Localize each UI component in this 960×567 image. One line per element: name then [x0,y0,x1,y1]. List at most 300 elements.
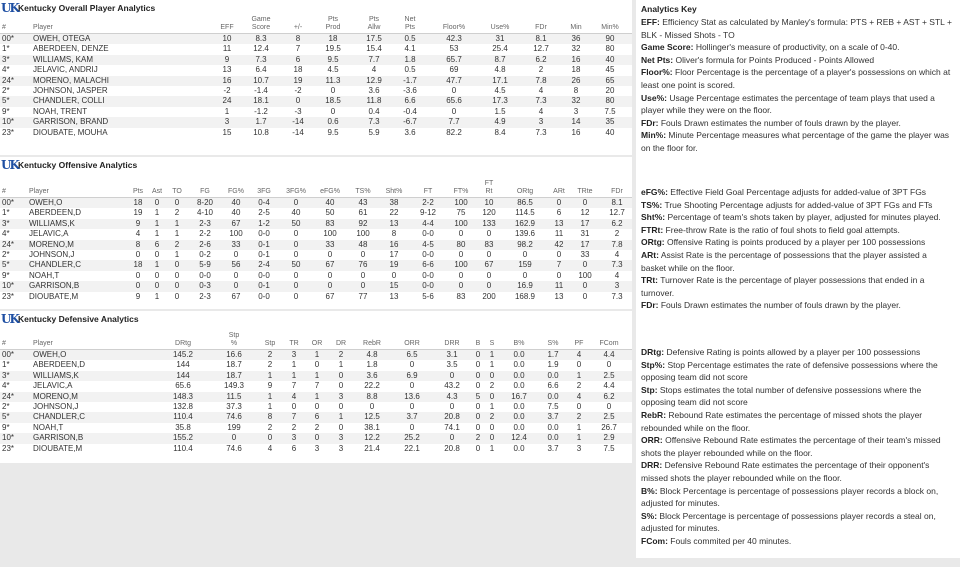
column-header[interactable]: PF [574,340,584,347]
table-cell: 7 [295,44,301,54]
table-cell: 4.3 [446,391,458,401]
table-cell: 65.7 [446,54,462,64]
table-cell: 0 [327,249,333,259]
table-cell: 2 [267,350,273,359]
table-row[interactable] [0,360,632,370]
table-cell: 40 [291,208,301,218]
key-term: EFF: [641,17,660,27]
player-name-cell: JOHNSON,J [29,249,75,259]
column-header[interactable]: B [475,340,481,347]
column-header[interactable]: Min% [601,24,619,31]
table-cell: 43.2 [444,381,460,391]
column-header[interactable]: 3FG% [286,188,306,195]
player-name-cell: JELAVIC,A [29,229,69,239]
player-name-cell: JELAVIC, ANDRIJ [33,65,98,75]
key-definition [641,485,953,510]
table-row[interactable] [0,76,632,86]
table-cell: 45 [605,65,615,75]
key-definition [641,299,953,312]
table-cell: 4.1 [404,44,416,54]
key-definition [641,459,953,484]
table-row[interactable] [0,381,632,391]
table-cell: 40 [605,54,615,64]
table-cell: 2 [314,422,320,432]
player-name-cell: GARRISON,B [29,281,80,291]
column-header[interactable]: Use% [490,24,510,31]
table-row[interactable] [0,44,632,54]
table-cell: 83 [325,218,335,228]
overall-analytics-panel [0,0,632,155]
column-header[interactable]: DRR [444,340,460,347]
table-cell: 23* [2,291,15,301]
table-row[interactable] [0,96,632,106]
table-cell: 10 [484,198,494,207]
key-overall-section [641,16,953,155]
table-cell: 4 [267,443,273,453]
player-name-cell: OWEH, OTEGA [33,34,91,43]
table-row[interactable] [0,250,632,260]
table-cell: 2* [2,401,10,411]
table-cell: 0-0 [258,291,270,301]
table-cell: 18 [133,260,143,270]
table-cell: 4 [614,249,620,259]
column-header[interactable]: DR [335,340,347,347]
key-term: Net Pts: [641,54,674,65]
column-header[interactable]: # [2,24,6,31]
column-header[interactable]: B% [513,340,525,347]
table-cell: 0 [174,198,180,207]
table-cell: 1.8 [404,54,416,64]
column-header[interactable]: DRtg [175,340,191,347]
column-header[interactable]: Stp % [228,332,240,347]
table-cell: 12.5 [364,412,380,422]
table-cell: 4 [614,270,620,280]
column-header[interactable]: Ast [151,188,163,195]
table-cell: 6.6 [404,96,416,106]
column-header[interactable]: Player [33,24,53,31]
table-cell: 00* [2,350,15,359]
table-cell: 0 [360,249,366,259]
table-cell: 92 [358,218,368,228]
table-cell: 18 [571,65,581,75]
table-cell: 2 [174,208,180,218]
table-cell: 1 [489,360,495,370]
table-row[interactable] [0,271,632,281]
table-cell: 3 [614,281,620,291]
table-cell: 100 [323,229,337,239]
table-cell: 0 [576,360,582,370]
column-header[interactable]: Min [570,24,582,31]
table-cell: 0 [154,281,160,291]
key-description: Turnover Rate is the percentage of player possessions that ended in a turnover. [641,275,925,298]
key-term: Floor%: [641,67,673,78]
table-cell: 16 [222,75,232,85]
key-definition [641,129,953,154]
table-row[interactable] [0,433,632,443]
table-cell: 7.3 [368,117,380,127]
table-cell: 5* [2,412,10,422]
table-cell: 33 [231,239,241,249]
key-definition [641,346,953,359]
table-cell: 5* [2,96,10,106]
table-cell: 17.5 [366,34,382,43]
table-cell: 19 [389,260,399,270]
table-cell: 2-2 [422,198,434,207]
defensive-table [0,327,632,454]
table-cell: 12.2 [364,433,380,443]
table-cell: 0.0 [513,443,525,453]
table-body [0,350,632,454]
table-cell: 149.3 [223,381,245,391]
table-row[interactable] [0,229,632,239]
column-header[interactable]: eFG% [320,188,340,195]
table-cell: 0 [475,422,481,432]
table-row[interactable] [0,371,632,381]
column-header[interactable]: +/- [293,24,303,31]
column-header[interactable]: ORtg [516,188,534,195]
key-description: Rebound Rate estimates the percentage of missed shots the player rebounded while on the floor. [641,409,923,433]
table-cell: 2 [489,412,495,422]
table-cell: 1 [154,260,160,270]
table-cell: 86.5 [517,198,533,207]
table-row[interactable] [0,412,632,422]
table-cell: 15.4 [366,44,382,54]
table-cell: 0 [233,281,239,291]
table-cell: 8 [267,412,273,422]
table-cell: 1 [224,106,230,116]
table-cell: 13 [222,65,232,75]
player-name-cell: DIOUBATE,M [33,443,83,453]
table-cell: 3 [224,117,230,127]
table-cell: 2-5 [258,208,270,218]
table-cell: 00* [2,34,15,43]
table-cell: 42.3 [446,34,462,43]
table-cell: 16.6 [226,350,242,359]
player-name-cell: MORENO,M [33,391,78,401]
table-cell: 9 [135,218,141,228]
table-cell: 1 [267,401,273,411]
table-cell: 1 [338,412,344,422]
table-cell: 33 [325,239,335,249]
table-row[interactable] [0,281,632,291]
table-row[interactable] [0,392,632,402]
table-cell: 6.9 [406,370,418,380]
column-header[interactable]: RebR [363,340,381,347]
table-cell: 0-4 [258,198,270,207]
player-name-cell: DIOUBATE,M [29,291,79,301]
table-cell: 0 [231,433,237,443]
table-cell: 1 [338,360,344,370]
table-cell: 16 [571,127,581,137]
table-cell: 0 [233,249,239,259]
table-cell: 110.4 [173,412,193,422]
table-cell: 0 [314,360,320,370]
table-row[interactable] [0,117,632,127]
key-definition [641,199,953,212]
column-header[interactable]: Game Score [251,16,271,31]
table-row[interactable] [0,55,632,65]
table-row[interactable] [0,65,632,75]
column-header[interactable]: TO [172,188,182,195]
column-header[interactable]: FG% [228,188,244,195]
table-cell: 0 [475,350,481,359]
table-cell: 12.9 [366,75,382,85]
table-cell: 0-0 [199,270,211,280]
table-header [0,16,632,34]
table-cell: 50 [291,218,301,228]
column-header[interactable]: # [2,188,6,195]
table-cell: 0-0 [422,281,434,291]
table-cell: 42 [554,239,564,249]
table-cell: 0 [135,270,141,280]
table-cell: 7.8 [535,75,547,85]
table-cell: 65.6 [446,96,462,106]
table-cell: 0 [576,401,582,411]
table-cell: 0 [556,249,562,259]
key-term: Stp: [641,384,658,395]
key-description: Usage Percentage estimates the percentage of team plays that used a player while they were on the floor. [641,92,935,116]
table-cell: 0-1 [258,239,270,249]
table-cell: 18 [133,198,143,207]
table-row[interactable] [0,240,632,250]
table-row[interactable] [0,128,632,138]
column-header[interactable]: Stp [264,340,276,347]
key-term: ORR: [641,435,663,446]
player-name-cell: OWEH,O [29,198,63,207]
key-definition [641,186,953,199]
key-description: Block Percentage is percentage of possessions player records a steal on, adjusted for minutes. [641,510,936,534]
column-header[interactable]: Pts Prod [325,16,341,31]
table-cell: 33 [580,249,590,259]
column-header[interactable]: FDr [611,188,623,195]
table-cell: 9-12 [419,208,436,218]
table-row[interactable] [0,86,632,96]
key-description: Stops estimates the total number of defensive possessions where the opposing team did not score [641,384,922,408]
table-cell: 18.1 [253,96,269,106]
table-cell: 0 [314,433,320,443]
table-cell: 2 [475,433,481,443]
table-cell: 6 [556,208,562,218]
table-cell: 0 [293,249,299,259]
table-row[interactable] [0,292,632,302]
table-row[interactable] [0,219,632,229]
table-cell: 0 [451,85,457,95]
column-header[interactable]: 3FG [257,188,271,195]
table-cell: 2-2 [199,229,211,239]
table-cell: 0 [338,401,344,411]
table-cell: 0.0 [513,370,525,380]
table-cell: 20.8 [444,443,460,453]
table-cell: 0 [338,422,344,432]
table-cell: 0 [409,422,415,432]
column-header[interactable]: S [489,340,495,347]
table-cell: 0 [449,433,455,443]
table-cell: 148.3 [172,391,194,401]
column-header[interactable]: FT% [453,188,469,195]
table-cell: 0 [314,401,320,411]
column-header[interactable]: TS% [355,188,371,195]
table-cell: 0 [475,381,481,391]
player-name-cell: DIOUBATE, MOUHA [33,127,108,137]
column-header[interactable]: OR [311,340,323,347]
table-cell: 0 [293,239,299,249]
key-definition [641,249,953,274]
table-cell: -1.4 [254,85,268,95]
table-cell: 2 [174,239,180,249]
table-cell: 16 [389,239,399,249]
table-row[interactable] [0,34,632,44]
table-cell: 0 [330,85,336,95]
table-cell: 3.6 [368,85,380,95]
column-header[interactable]: Pts Allw [367,16,381,31]
table-row[interactable] [0,198,632,208]
table-cell: 1 [267,391,273,401]
table-cell: 2 [291,422,297,432]
table-cell: 120 [482,208,496,218]
column-header[interactable]: FCom [599,340,619,347]
table-row[interactable] [0,208,632,218]
column-header[interactable]: Pts [132,188,144,195]
player-name-cell: MORENO, MALACHI [33,75,110,85]
table-cell: 0.0 [547,370,559,380]
key-description: Floor Percentage is the percentage of a player's possessions on which at least one point is scored. [641,67,951,90]
key-description: Defensive Rating is points allowed by a player per 100 possessions [664,347,921,357]
table-cell: 18.7 [226,370,242,380]
key-definition [641,236,953,249]
table-row[interactable] [0,260,632,270]
player-name-cell: WILLIAMS,K [33,370,79,380]
table-cell: 0 [391,270,397,280]
table-cell: 3 [538,117,544,127]
column-header[interactable]: FDr [535,24,547,31]
table-cell: 1 [154,208,160,218]
table-cell: 67 [325,291,335,301]
table-cell: 0 [449,370,455,380]
table-cell: 22 [389,208,399,218]
column-header[interactable]: Net Pts [404,16,416,31]
table-cell: 4 [538,106,544,116]
table-cell: 4 [538,85,544,95]
table-cell: 8.7 [494,54,506,64]
table-cell: 4-5 [422,239,434,249]
table-cell: 0 [489,433,495,443]
table-cell: 25.2 [404,433,420,443]
column-header[interactable]: S% [547,340,559,347]
table-cell: 40 [605,127,615,137]
player-name-cell: MORENO,M [29,239,74,249]
table-cell: 13 [554,291,564,301]
table-cell: 0.0 [513,412,525,422]
column-header[interactable]: TR [289,340,299,347]
panel-title: Kentucky Defensive Analytics [18,313,139,324]
table-cell: 13 [389,291,399,301]
table-cell: 0 [293,270,299,280]
column-header[interactable]: Floor% [442,24,466,31]
column-header[interactable]: ARt [553,188,565,195]
column-header[interactable]: FT Rt [484,180,494,195]
table-cell: 145.2 [172,350,194,359]
column-header[interactable]: TRte [577,188,593,195]
table-cell: 9.5 [327,54,339,64]
column-header[interactable]: Player [33,340,53,347]
table-row[interactable] [0,444,632,454]
table-cell: 23* [2,127,15,137]
table-cell: 3 [338,391,344,401]
table-row[interactable] [0,350,632,360]
column-header[interactable]: ORR [404,340,420,347]
table-cell: 0.4 [368,106,380,116]
table-cell: 6.5 [406,350,418,359]
table-row[interactable] [0,402,632,412]
table-cell: -1.2 [254,106,268,116]
table-cell: 8.1 [535,34,547,43]
table-cell: 2 [614,229,620,239]
player-name-cell: CHANDLER,C [33,412,86,422]
column-header[interactable]: EFF [220,24,234,31]
table-cell: 31 [580,229,590,239]
table-cell: 2-3 [199,291,211,301]
table-cell: -6.7 [403,117,417,127]
table-cell: 10* [2,117,15,127]
table-cell: 0 [330,106,336,116]
table-cell: 100 [356,229,370,239]
key-description: Stop Percentage estimates the rate of defensive possessions where the opposing team did not score [641,359,938,383]
key-description: Fouls commited per 40 minutes. [667,535,792,546]
table-cell: 0-0 [422,229,434,239]
table-cell: 16 [571,54,581,64]
table-cell: 56 [231,260,241,270]
column-header[interactable]: Player [29,188,49,195]
table-cell: 1* [2,44,10,54]
table-cell: 4 [291,391,297,401]
table-cell: 144 [176,370,190,380]
column-header[interactable]: # [2,340,6,347]
table-cell: 0 [327,281,333,291]
table-cell: 2 [538,65,544,75]
key-definition [641,92,953,117]
table-cell: 0.0 [547,422,559,432]
column-header[interactable]: FG [200,188,210,195]
table-cell: 61 [358,208,368,218]
table-cell: 67 [325,260,335,270]
table-cell: 0 [449,401,455,411]
table-cell: 40 [231,198,241,207]
key-term: RebR: [641,409,667,420]
table-cell: 11 [222,44,232,54]
table-row[interactable] [0,107,632,117]
kentucky-logo-icon: UK [1,0,18,15]
column-header[interactable]: Sht% [385,188,403,195]
table-cell: 10* [2,281,15,291]
key-offense-section [641,186,953,312]
key-description: Oliver's formula for Points Produced - Points Allowed [673,54,875,65]
table-cell: 5-6 [422,291,434,301]
table-cell: 0 [489,391,495,401]
key-term: FDr: [641,117,659,128]
key-description: Fouls Drawn estimates the number of fouls drawn by the player. [658,117,901,128]
table-cell: 0 [174,260,180,270]
table-cell: 100 [454,198,468,207]
table-cell: 3.1 [446,350,458,359]
table-row[interactable] [0,423,632,433]
column-header[interactable]: FT [423,188,433,195]
table-cell: 0 [174,281,180,291]
table-cell: 18.7 [226,360,242,370]
table-cell: 6 [291,443,297,453]
table-cell: 100 [578,270,592,280]
table-cell: 16.9 [517,281,533,291]
table-cell: 1.7 [255,117,267,127]
